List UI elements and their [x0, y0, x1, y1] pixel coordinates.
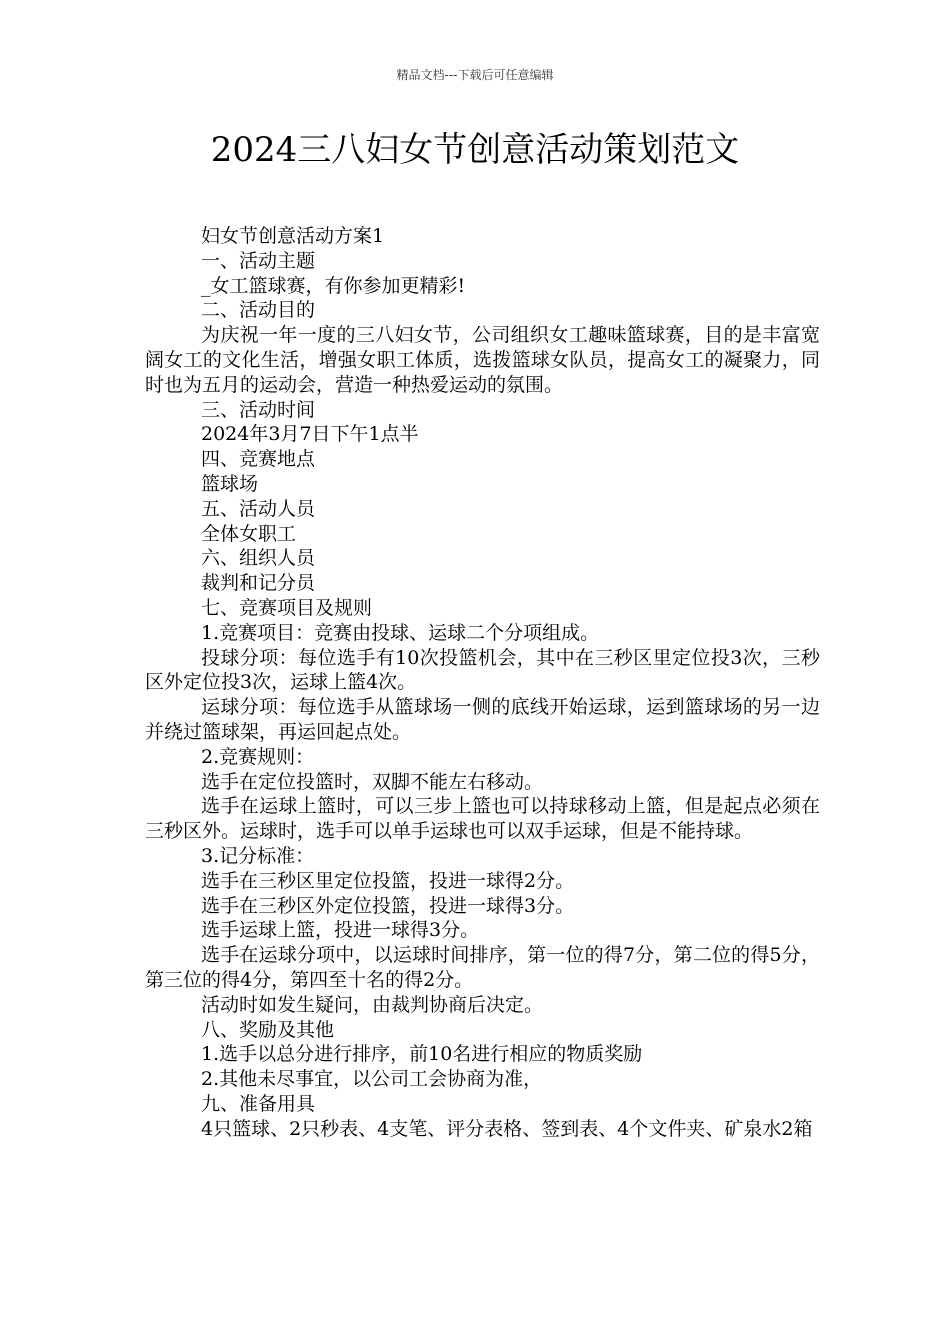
heading-equipment: 九、准备用具: [201, 1092, 316, 1115]
paragraph-score-3: 选手运球上篮，投进一球得3分。: [201, 919, 480, 942]
heading-scoring: 3.记分标准：: [201, 844, 315, 867]
paragraph-score-4: 选手在运球分项中，以运球时间排序，第一位的得7分，第二位的得5分，第三位的得4分，第四至十名的得2分。: [145, 944, 820, 991]
document-body: [145, 224, 820, 1141]
paragraph-events: 1.竞赛项目：竞赛由投球、运球二个分项组成。: [201, 621, 600, 644]
heading-organizers: 六、组织人员: [201, 547, 316, 570]
paragraph-dribbling: 运球分项：每位选手从篮球场一侧的底线开始运球，运到篮球场的另一边并绕过篮球架，再运回起点处。: [145, 696, 820, 743]
heading-rules: 2.竞赛规则：: [201, 745, 315, 768]
heading-awards: 八、奖励及其他: [201, 1018, 335, 1041]
paragraph-plan-title: 妇女节创意活动方案1: [201, 225, 385, 247]
heading-events-rules: 七、竞赛项目及规则: [201, 596, 373, 619]
paragraph-score-1: 选手在三秒区里定位投篮，投进一球得2分。: [201, 869, 575, 892]
paragraph-rule-2: 选手在运球上篮时，可以三步上篮也可以持球移动上篮，但是起点必须在三秒区外。运球时，选手可以单手运球也可以双手运球，但是不能持球。: [145, 795, 820, 843]
paragraph-award-1: 1.选手以总分进行排序，前10名进行相应的物质奖励: [201, 1043, 643, 1066]
paragraph-purpose: 为庆祝一年一度的三八妇女节，公司组织女工趣味篮球赛，目的是丰富宽阔女工的文化生活，增强女职工体质，选拨篮球女队员，提高女工的凝聚力，同时也为五月的运动会，营造一种热爱运动的氛围。: [145, 324, 820, 396]
paragraph-venue: 篮球场: [201, 472, 259, 495]
document-title: 2024三八妇女节创意活动策划范文: [210, 130, 740, 170]
paragraph-time: 2024年3月7日下午1点半: [201, 423, 419, 446]
paragraph-award-2: 2.其他未尽事宜，以公司工会协商为准，: [201, 1068, 543, 1091]
heading-activity-purpose: 二、活动目的: [201, 299, 316, 322]
paragraph-shooting: 投球分项：每位选手有10次投篮机会，其中在三秒区里定位投3次，三秒区外定位投3次，运球上篮4次。: [145, 646, 820, 694]
paragraph-equipment: 4只篮球、2只秒表、4支笔、评分表格、签到表、4个文件夹、矿泉水2箱: [201, 1117, 813, 1140]
paragraph-organizers: 裁判和记分员: [201, 572, 316, 595]
paragraph-theme: _女工篮球赛，有你参加更精彩!: [201, 274, 466, 297]
heading-activity-theme: 一、活动主题: [201, 249, 316, 272]
paragraph-participants: 全体女职工: [201, 522, 297, 545]
heading-venue: 四、竞赛地点: [201, 448, 316, 471]
paragraph-score-2: 选手在三秒区外定位投篮，投进一球得3分。: [201, 894, 575, 917]
paragraph-disputes: 活动时如发生疑问，由裁判协商后决定。: [201, 993, 544, 1016]
heading-activity-time: 三、活动时间: [201, 398, 316, 421]
page-header-note: 精品文档---下载后可任意编辑: [396, 68, 554, 82]
paragraph-rule-1: 选手在定位投篮时，双脚不能左右移动。: [201, 770, 544, 793]
heading-participants: 五、活动人员: [201, 497, 316, 520]
